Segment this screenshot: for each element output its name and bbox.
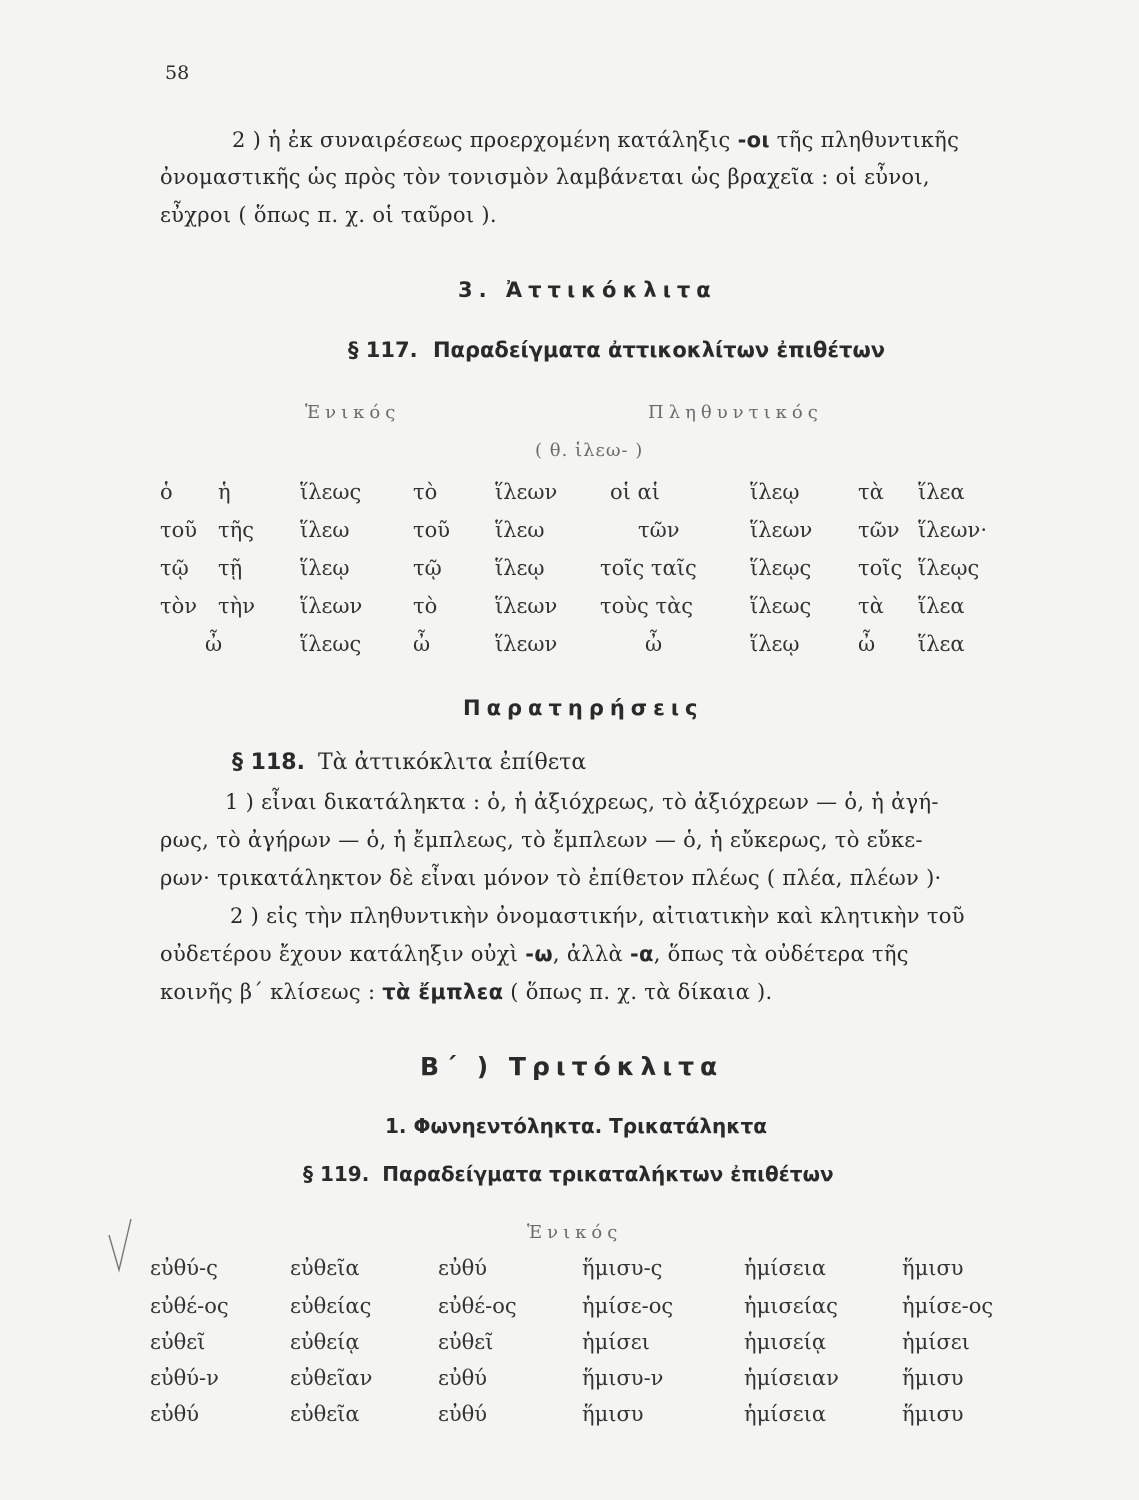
- t119-cell: ἡμίσεια: [744, 1256, 827, 1280]
- t117-cell: ἵλεῳ: [750, 480, 800, 504]
- ending-oi: -οι: [737, 128, 770, 152]
- t119-cell: ἥμισυ: [902, 1256, 964, 1280]
- t117-cell: ἵλεα: [918, 632, 965, 656]
- intro-line-3: εὖχροι ( ὅπως π. χ. οἱ ταῦροι ).: [160, 203, 497, 227]
- t119-cell: εὐθύ: [150, 1402, 200, 1426]
- t119-cell: εὐθεῖ: [438, 1330, 494, 1354]
- t117-cell: ὦ: [645, 632, 663, 656]
- remark-1-line-3: ρων· τρικατάληκτον δὲ εἶναι μόνον τὸ ἐπίθετον πλέως ( πλέα, πλέων )·: [160, 866, 942, 890]
- t117-cell: ἵλεῳ: [750, 632, 800, 656]
- t117-cell: τὸν: [160, 594, 198, 618]
- t117-cell: ἵλεῳ: [495, 556, 545, 580]
- t117-cell: ἵλεως: [300, 480, 362, 504]
- t119-cell: εὐθέ-ος: [150, 1294, 229, 1318]
- t117-cell: τοῦ: [413, 518, 451, 542]
- paragraph-118-heading: [232, 750, 586, 775]
- intro-line-1: [232, 128, 959, 152]
- t119-cell: εὐθείας: [290, 1294, 372, 1318]
- paragraph-118-title: Τὰ ἀττικόκλιτα ἐπίθετα: [317, 750, 587, 775]
- intro-line-1-c: τῆς πληθυντικῆς: [769, 128, 960, 152]
- intro-line-2: ὀνομαστικῆς ὡς πρὸς τὸν τονισμὸν λαμβάνεται ὡς βραχεῖα : οἱ εὖνοι,: [160, 165, 930, 189]
- stem-note: ( θ. ἱλεω- ): [535, 440, 644, 461]
- t119-cell: εὐθεῖα: [290, 1256, 360, 1280]
- t117-cell: τὴν: [218, 594, 255, 618]
- t117-cell: ἵλεων: [300, 594, 363, 618]
- t117-cell: τῆς: [218, 518, 254, 542]
- t119-cell: ἡμισείας: [744, 1294, 838, 1318]
- t117-cell: τοῦ: [160, 518, 198, 542]
- remark-1-line-1: 1 ) εἶναι δικατάληκτα : ὁ, ἡ ἀξιόχρεως, τὸ ἀξιόχρεων — ὁ, ἡ ἀγή-: [225, 790, 939, 814]
- t117-cell: ἵλεῳ: [300, 556, 350, 580]
- t117-cell: τῷ: [160, 556, 189, 580]
- t117-cell: τοῖς ταῖς: [600, 556, 697, 580]
- singular-label: Ἑνικός: [305, 402, 401, 423]
- t117-cell: ἵλεα: [918, 480, 965, 504]
- remark-1-line-2: ρως, τὸ ἀγήρων — ὁ, ἡ ἔμπλεως, τὸ ἔμπλεων — ὁ, ἡ εὔκερως, τὸ εὔκε-: [160, 828, 923, 852]
- t117-cell: ὦ: [858, 632, 876, 656]
- t117-cell: ἵλεων: [495, 480, 558, 504]
- paragraph-118-sign: § 118.: [232, 750, 305, 775]
- t119-cell: εὐθεῖαν: [290, 1366, 373, 1390]
- t119-cell: εὐθύ: [438, 1366, 488, 1390]
- intro-line-1-a: 2 ) ἡ ἐκ συναιρέσεως προερχομένη κατάληξις: [232, 128, 738, 152]
- t117-cell: ἵλεων: [750, 518, 813, 542]
- t117-cell: τοῖς: [858, 556, 903, 580]
- t117-cell: ἵλεως: [750, 594, 812, 618]
- singular-label-119: Ἑνικός: [527, 1222, 623, 1243]
- t117-cell: ἵλεων: [495, 594, 558, 618]
- remark-2-line-1: 2 ) εἰς τὴν πληθυντικὴν ὀνομαστικήν, αἰτιατικὴν καὶ κλητικὴν τοῦ: [230, 904, 965, 928]
- t117-cell: ἵλεων: [495, 632, 558, 656]
- remarks-heading: Παρατηρήσεις: [463, 696, 704, 720]
- t119-cell: εὐθύ-ς: [150, 1256, 218, 1280]
- t117-cell: τοὺς τὰς: [600, 594, 694, 618]
- t119-cell: ἡμίσε-ος: [902, 1294, 994, 1318]
- t119-cell: ἡμίσε-ος: [582, 1294, 674, 1318]
- remark-2-line-2-c: , ἀλλὰ: [552, 942, 630, 966]
- remark-2-line-2-e: , ὅπως τὰ οὐδέτερα τῆς: [653, 942, 909, 966]
- t117-cell: τῷ: [413, 556, 442, 580]
- t119-cell: ἡμισείᾳ: [744, 1330, 827, 1354]
- paragraph-119-sign: § 119.: [303, 1162, 370, 1186]
- t119-cell: εὐθείᾳ: [290, 1330, 360, 1354]
- paragraph-119-heading: [303, 1162, 834, 1186]
- t119-cell: εὐθύ: [438, 1402, 488, 1426]
- remark-2-line-2-a: οὐδετέρου ἔχουν κατάληξιν οὐχὶ: [160, 942, 526, 966]
- t117-cell: τῶν: [638, 518, 680, 542]
- remark-2-line-3-c: ( ὅπως π. χ. τὰ δίκαια ).: [503, 980, 773, 1004]
- t117-cell: ἵλεω: [300, 518, 350, 542]
- paragraph-117-heading: [348, 338, 885, 362]
- t117-cell: ἵλεω: [495, 518, 545, 542]
- section-heading-tritoklita: Β΄ ) Τριτόκλιτα: [420, 1052, 724, 1081]
- t117-cell: τῶν: [858, 518, 900, 542]
- t119-cell: ἡμίσειαν: [744, 1366, 839, 1390]
- t117-cell: ὦ: [413, 632, 431, 656]
- t117-cell: ἵλεα: [918, 594, 965, 618]
- t119-cell: εὐθύ: [438, 1256, 488, 1280]
- t117-cell: ἵλεων·: [918, 518, 987, 542]
- subsection-heading-1: 1. Φωνηεντόληκτα. Τρικατάληκτα: [385, 1114, 767, 1138]
- t119-cell: ἡμίσεια: [744, 1402, 827, 1426]
- t119-cell: ἥμισυ: [582, 1402, 644, 1426]
- paragraph-117-title: Παραδείγματα ἀττικοκλίτων ἐπιθέτων: [432, 338, 886, 362]
- t117-cell: ἵλεως: [300, 632, 362, 656]
- t117-cell: τῇ: [218, 556, 243, 580]
- ending-omega: -ω: [525, 942, 553, 966]
- page-number: 58: [165, 62, 190, 84]
- t117-cell: τὸ: [413, 480, 438, 504]
- paragraph-117-sign: § 117.: [348, 338, 418, 362]
- t119-cell: εὐθύ-ν: [150, 1366, 219, 1390]
- t119-cell: ἥμισυ: [902, 1402, 964, 1426]
- t119-cell: εὐθέ-ος: [438, 1294, 517, 1318]
- plural-label: Πληθυντικός: [648, 402, 823, 423]
- paragraph-119-title: Παραδείγματα τρικαταλήκτων ἐπιθέτων: [382, 1162, 834, 1186]
- example-empleа: τὰ ἔμπλεα: [382, 980, 504, 1004]
- t119-cell: εὐθεῖ: [150, 1330, 206, 1354]
- remark-2-line-2: [160, 942, 909, 966]
- t117-cell: ἡ: [218, 480, 231, 504]
- t119-cell: ἥμισυ-ς: [582, 1256, 663, 1280]
- t117-cell: τὰ: [858, 480, 884, 504]
- t117-cell: τὸ: [413, 594, 438, 618]
- t119-cell: εὐθεῖα: [290, 1402, 360, 1426]
- t117-cell: ὦ: [205, 632, 223, 656]
- t119-cell: ἥμισυ-ν: [582, 1366, 664, 1390]
- t119-cell: ἡμίσει: [582, 1330, 650, 1354]
- t117-cell: ἵλεῳς: [918, 556, 980, 580]
- handwritten-check-mark: [105, 1215, 135, 1275]
- t117-cell: ἵλεῳς: [750, 556, 812, 580]
- section-heading-attikoklita: 3. Ἀττικόκλιτα: [458, 278, 717, 302]
- t117-cell: ὁ: [160, 480, 173, 504]
- t117-cell: τὰ: [858, 594, 884, 618]
- t117-cell: οἱ αἱ: [610, 480, 660, 504]
- ending-alpha: -α: [629, 942, 654, 966]
- remark-2-line-3: [160, 980, 773, 1004]
- t119-cell: ἡμίσει: [902, 1330, 970, 1354]
- remark-2-line-3-a: κοινῆς β΄ κλίσεως :: [160, 980, 383, 1004]
- t119-cell: ἥμισυ: [902, 1366, 964, 1390]
